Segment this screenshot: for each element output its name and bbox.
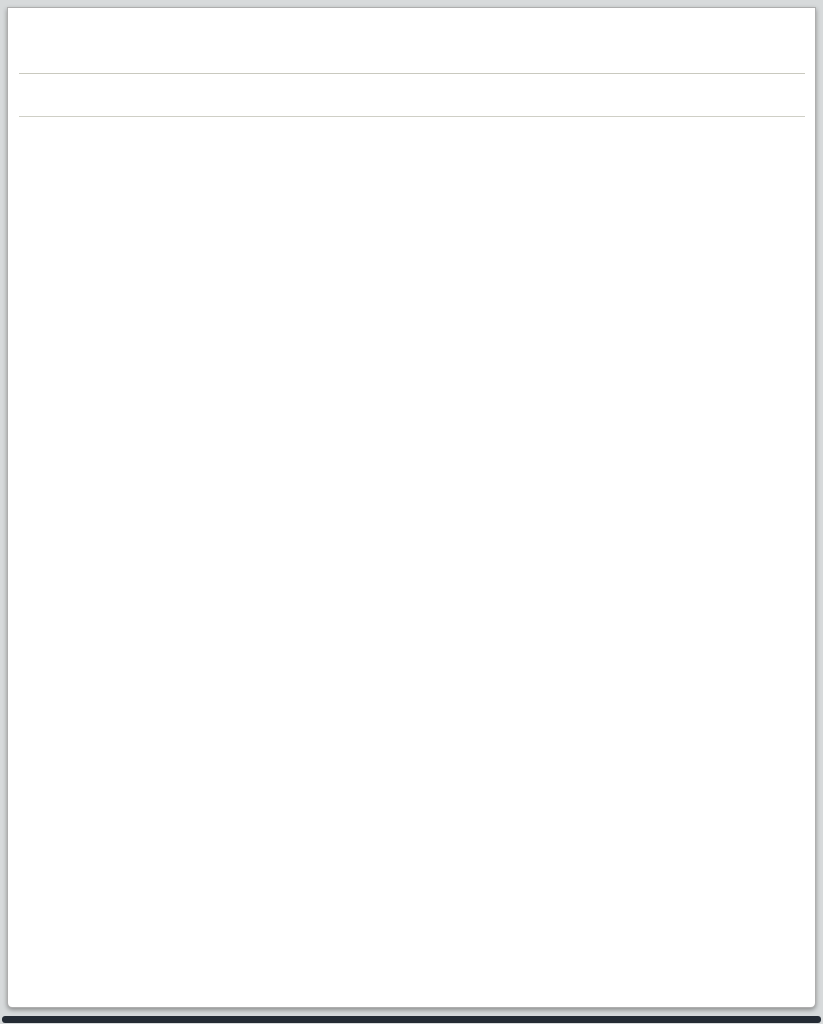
totals-table <box>19 116 805 117</box>
photobucket-logo-inner-ring <box>136 453 266 583</box>
watermark-overlay <box>8 408 815 728</box>
window-bottom-edge <box>2 1016 821 1023</box>
report-page <box>7 7 816 1008</box>
report-table <box>19 73 805 74</box>
photobucket-logo-ring <box>96 413 306 623</box>
